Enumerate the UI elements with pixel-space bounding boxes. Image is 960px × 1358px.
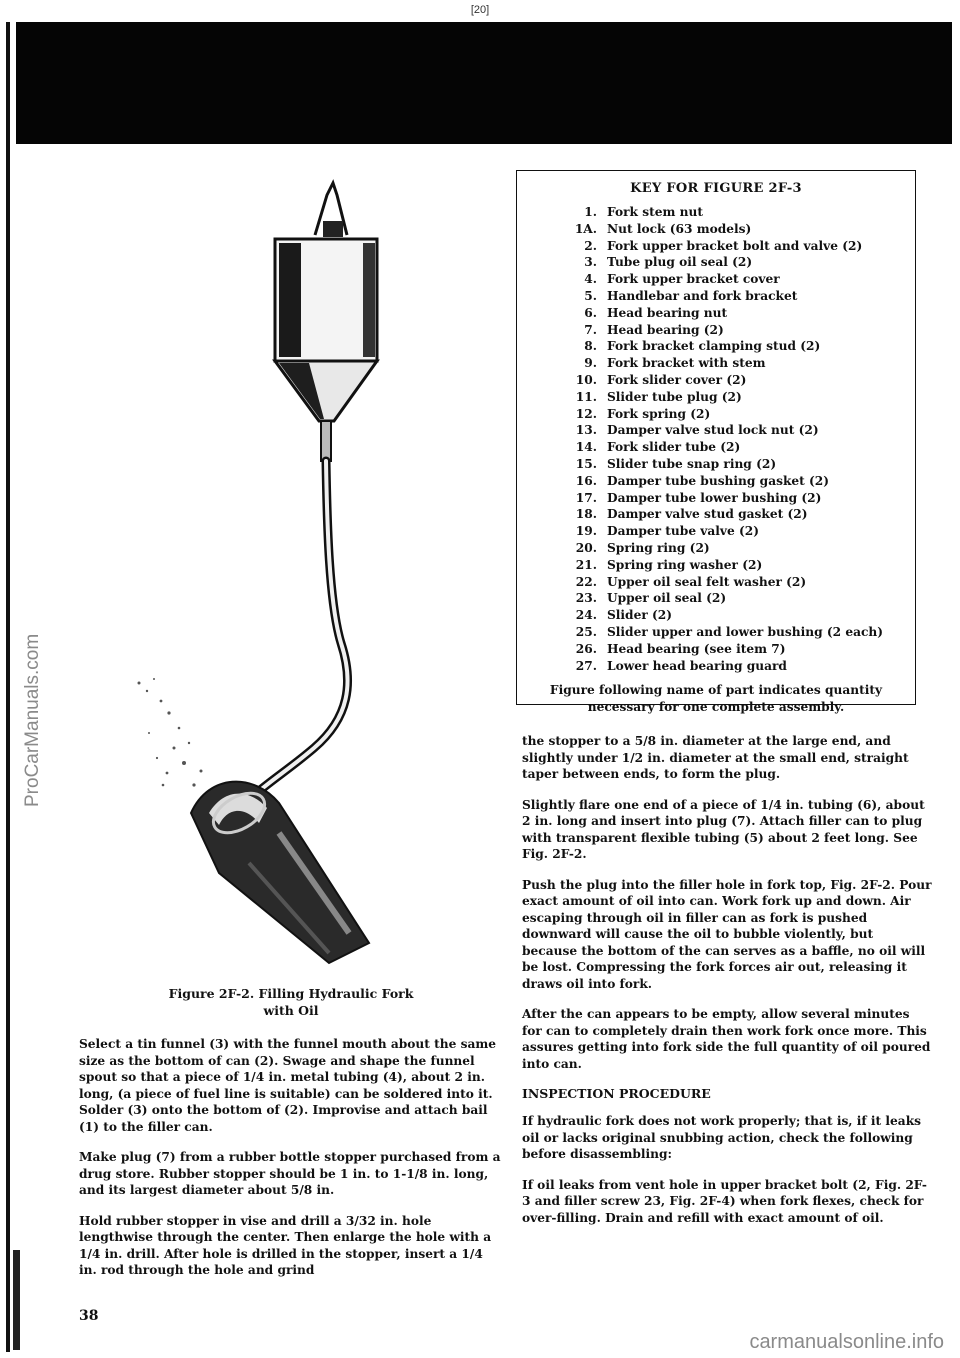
key-item-number: 17. — [575, 490, 597, 505]
metal-spout — [321, 421, 331, 461]
key-item-text: Slider (2) — [607, 608, 673, 623]
key-item-number: 1. — [584, 205, 597, 219]
key-item — [525, 338, 907, 355]
key-item — [525, 254, 907, 271]
key-item — [525, 389, 907, 406]
key-item — [525, 658, 907, 675]
key-item-number: 18. — [575, 507, 597, 522]
paragraph: If hydraulic fork does not work properly; that is, if it leaks oil or lacks original snubbing action, check the following before disassembling: — [522, 1114, 921, 1161]
key-item-number: 5. — [584, 288, 597, 303]
fork-tube — [191, 782, 369, 963]
key-item-number: 1A. — [574, 221, 597, 236]
key-item — [525, 439, 907, 456]
key-item — [525, 238, 907, 255]
section-heading: INSPECTION PROCEDURE — [522, 1086, 711, 1101]
key-item-number: 23. — [575, 591, 597, 606]
binding-edge-mark — [13, 1250, 20, 1350]
key-item-number: 4. — [584, 272, 597, 287]
key-item-number: 10. — [575, 372, 597, 387]
key-item-number: 26. — [575, 641, 597, 656]
key-item-text: Spring ring washer (2) — [607, 557, 763, 572]
key-item-text: Fork spring (2) — [607, 406, 711, 421]
key-item-text: Fork slider tube (2) — [607, 440, 741, 455]
bottom-watermark: carmanualsonline.info — [749, 1331, 944, 1353]
right-column-text — [522, 733, 932, 1240]
page-reference: [20] — [470, 4, 490, 16]
key-note: Figure following name of part indicates quantity necessary for one complete assembly. — [549, 683, 883, 715]
key-item — [525, 271, 907, 288]
key-item-text: Damper tube bushing gasket (2) — [607, 473, 830, 488]
key-item — [525, 422, 907, 439]
filler-can-drawing — [79, 173, 503, 973]
page-number: 38 — [79, 1308, 99, 1324]
key-item-number: 13. — [575, 423, 597, 438]
paragraph: Push the plug into the filler hole in fork top, Fig. 2F-2. Pour exact amount of oil into can. Work fork up and down. Air escaping through oil in filler can as fork is pushed downward will cause the oil to bubble violently, but because the bottom of the can serves as a baffle, no oil will be lost. Compressing the fork forces air out, releasing it draws oil into fork. — [522, 877, 932, 991]
key-item-text: Slider tube plug (2) — [607, 389, 742, 404]
key-item — [525, 288, 907, 305]
figure-caption-line1: Figure 2F-2. Filling Hydraulic Fork — [168, 986, 414, 1001]
key-item-number: 20. — [575, 540, 597, 555]
key-item-text: Nut lock (63 models) — [607, 221, 752, 236]
key-item — [525, 473, 907, 490]
key-item-text: Damper valve stud lock nut (2) — [607, 423, 819, 438]
key-item-text: Fork upper bracket cover — [607, 272, 780, 287]
key-list — [525, 204, 907, 674]
key-item-number: 16. — [575, 473, 597, 488]
key-item-text: Fork slider cover (2) — [607, 372, 747, 387]
key-item-text: Damper valve stud gasket (2) — [607, 507, 808, 522]
key-item — [525, 624, 907, 641]
figure-caption-line2: with Oil — [263, 1003, 319, 1018]
key-title: KEY FOR FIGURE 2F-3 — [630, 181, 802, 196]
key-item-text: Slider tube snap ring (2) — [607, 456, 777, 471]
key-item — [525, 540, 907, 557]
key-item-text: Fork stem nut — [607, 205, 703, 219]
key-item — [525, 590, 907, 607]
key-item — [525, 305, 907, 322]
key-item-text: Head bearing (2) — [607, 322, 724, 337]
paragraph: If oil leaks from vent hole in upper bracket bolt (2, Fig. 2F-3 and filler screw 23, Fig. 2F-4) when fork flexes, check for over-filling. Drain and refill with exact amount of oil. — [522, 1177, 927, 1225]
key-item-number: 19. — [575, 524, 597, 539]
binding-edge-rule — [6, 22, 10, 1352]
key-item-text: Head bearing (see item 7) — [607, 641, 786, 656]
paragraph: Hold rubber stopper in vise and drill a 3/32 in. hole lengthwise through the center. Then enlarge the hole with a 1/4 in. drill. After hole is drilled in the stopper, insert a 1/4 in. rod through the hole and grind — [79, 1213, 492, 1277]
key-item — [525, 322, 907, 339]
key-item-number: 14. — [575, 440, 597, 455]
bail-clip — [323, 221, 343, 237]
key-item-text: Fork upper bracket bolt and valve (2) — [607, 238, 863, 253]
key-item-text: Damper tube valve (2) — [607, 524, 760, 539]
key-item-text: Fork bracket clamping stud (2) — [607, 339, 821, 354]
key-item — [525, 221, 907, 238]
key-item-number: 9. — [584, 356, 597, 371]
key-item — [525, 372, 907, 389]
can-edge — [363, 243, 375, 357]
key-item-text: Tube plug oil seal (2) — [607, 255, 753, 270]
key-item — [525, 506, 907, 523]
key-item-number: 11. — [575, 389, 597, 404]
can-shadow — [279, 243, 301, 357]
key-item — [525, 490, 907, 507]
side-watermark: ProCarManuals.com — [22, 633, 43, 807]
paragraph: the stopper to a 5/8 in. diameter at the large end, and slightly under 1/2 in. diameter at the small end, straight taper between ends, to form the plug. — [522, 734, 909, 781]
key-item-text: Upper oil seal felt washer (2) — [607, 574, 807, 589]
key-item — [525, 355, 907, 372]
key-item — [525, 456, 907, 473]
key-item-number: 24. — [575, 608, 597, 623]
key-item-text: Head bearing nut — [607, 305, 728, 320]
oil-splash — [138, 678, 203, 787]
key-item-number: 7. — [584, 322, 597, 337]
key-item-number: 27. — [575, 658, 597, 673]
key-item — [525, 204, 907, 221]
paragraph: Select a tin funnel (3) with the funnel mouth about the same size as the bottom of can (2). Swage and shape the funnel spout so that a piece of 1/4 in. metal tubing (4), about 2 in. long, (a piece of fuel line is suitable) can be soldered into it. Solder (3) onto the bottom of (2). Improvise and attach bail (1) to the filler can. — [79, 1037, 497, 1134]
key-item — [525, 641, 907, 658]
key-item-number: 21. — [575, 557, 597, 572]
key-item — [525, 557, 907, 574]
paragraph: After the can appears to be empty, allow several minutes for can to completely drain then work fork once more. This assures getting into fork side the full quantity of oil poured into can. — [522, 1007, 931, 1071]
key-item-number: 8. — [584, 339, 597, 354]
key-item-number: 12. — [575, 406, 597, 421]
key-for-figure-box — [516, 170, 916, 715]
key-item-number: 2. — [584, 238, 597, 253]
key-item — [525, 406, 907, 423]
figure-illustration — [79, 173, 503, 973]
paragraph: Make plug (7) from a rubber bottle stopper purchased from a drug store. Rubber stopper should be 1 in. to 1-1/8 in. long, and its largest diameter about 5/8 in. — [79, 1150, 501, 1197]
key-item-number: 15. — [575, 456, 597, 471]
key-item-text: Slider upper and lower bushing (2 each) — [607, 624, 884, 639]
left-column-text — [79, 1036, 503, 1293]
header-band — [16, 22, 952, 144]
key-item — [525, 523, 907, 540]
key-item-text: Upper oil seal (2) — [607, 591, 727, 606]
key-item-number: 6. — [584, 305, 597, 320]
paragraph: Slightly flare one end of a piece of 1/4 in. tubing (6), about 2 in. long and insert into plug (7). Attach filler can to plug with transparent flexible tubing (5) about 2 feet long. See Fig. 2F-2. — [522, 797, 925, 861]
key-item-number: 22. — [575, 574, 597, 589]
key-item — [525, 574, 907, 591]
key-item — [525, 607, 907, 624]
key-item-text: Spring ring (2) — [607, 540, 710, 555]
key-item-number: 25. — [575, 624, 597, 639]
key-item-number: 3. — [584, 255, 597, 270]
key-item-text: Damper tube lower bushing (2) — [607, 490, 822, 505]
key-item-text: Lower head bearing guard — [607, 658, 787, 673]
key-item-text: Fork bracket with stem — [607, 356, 766, 371]
figure-caption — [79, 985, 503, 1019]
key-item-text: Handlebar and fork bracket — [607, 288, 798, 303]
